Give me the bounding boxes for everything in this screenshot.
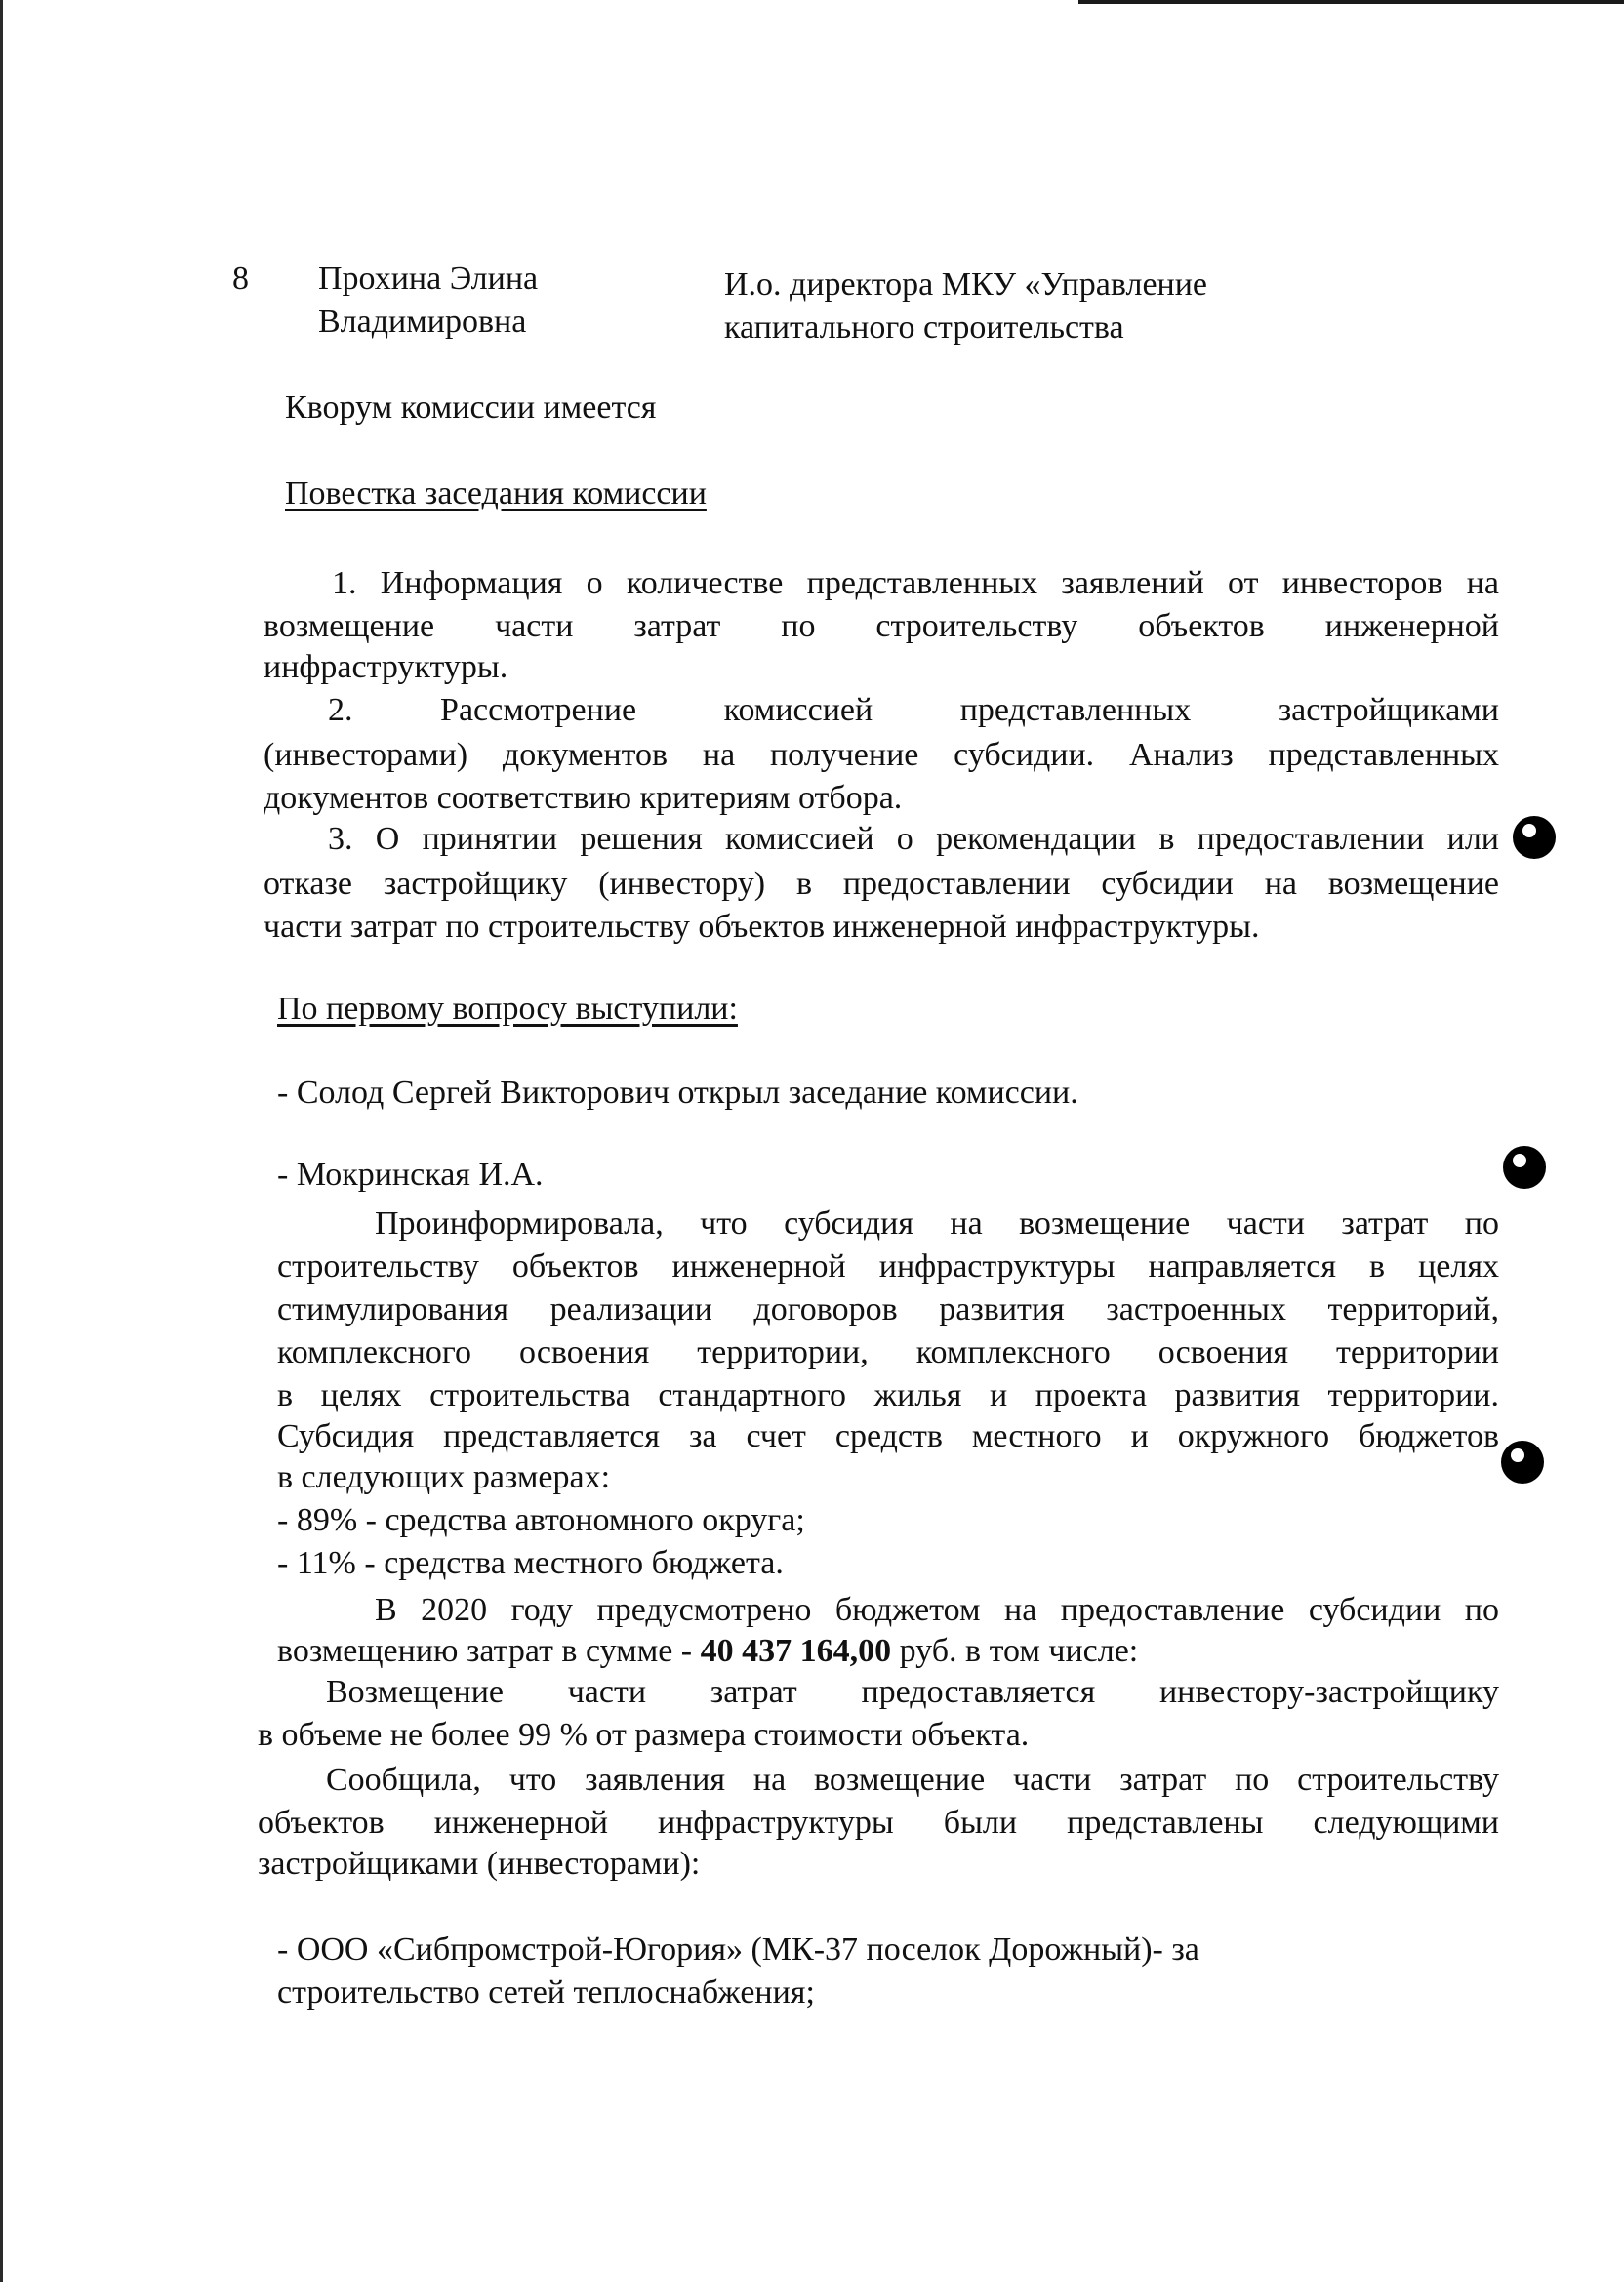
report-para-line6: Субсидия представляется за счет средств местного и окружного бюджетов — [277, 1418, 1499, 1454]
first-question-heading: По первому вопросу выступили: — [277, 991, 738, 1027]
report-para-line4: комплексного освоения территории, комплексного освоения территории — [277, 1334, 1499, 1370]
agenda-item-3-line1: 3. О принятии решения комиссией о рекомендации в предоставлении или — [328, 821, 1499, 857]
member-position-line2: капитального строительства — [724, 309, 1124, 346]
reported-line1: Сообщила, что заявления на возмещение части затрат по строительству — [326, 1762, 1499, 1798]
member-name-line2: Владимировна — [318, 304, 527, 340]
report-para-line5: в целях строительства стандартного жилья и проекта развития территории. — [277, 1377, 1499, 1413]
report-para-line3: стимулирования реализации договоров развития застроенных территорий, — [277, 1291, 1499, 1327]
punch-hole-mark — [1513, 816, 1556, 859]
punch-hole-mark — [1503, 1146, 1546, 1189]
punch-hole-mark — [1501, 1441, 1544, 1484]
agenda-item-2-line1: 2. Рассмотрение комиссией представленных застройщиками — [328, 692, 1499, 728]
scan-edge-top — [1078, 0, 1624, 4]
reported-line2: объектов инженерной инфраструктуры были представлены следующими — [258, 1805, 1499, 1841]
agenda-item-2-line2: (инвесторами) документов на получение субсидии. Анализ представленных — [264, 737, 1499, 773]
budget-amount: 40 437 164,00 — [700, 1633, 892, 1669]
agenda-heading: Повестка заседания комиссии — [285, 475, 707, 511]
member-number: 8 — [232, 261, 249, 297]
applicant-1-line2: строительство сетей теплоснабжения; — [277, 1975, 815, 2011]
speaker-1-text: - Солод Сергей Викторович открыл заседание комиссии. — [277, 1075, 1078, 1111]
speaker-2-name: - Мокринская И.А. — [277, 1157, 544, 1193]
share-region-text: - 89% - средства автономного округа; — [277, 1502, 805, 1538]
agenda-item-2-line3: документов соответствию критериям отбора. — [264, 780, 903, 816]
report-para-line1: Проинформировала, что субсидия на возмещение части затрат по — [375, 1205, 1499, 1242]
member-position-line1: И.о. директора МКУ «Управление — [724, 266, 1208, 303]
budget-line1: В 2020 году предусмотрено бюджетом на предоставление субсидии по — [375, 1592, 1499, 1628]
agenda-item-3-line3: части затрат по строительству объектов инженерной инфраструктуры. — [264, 909, 1260, 945]
scan-edge-left — [0, 0, 3, 2282]
budget-line2-suffix: руб. в том числе: — [891, 1633, 1139, 1669]
report-para-line2: строительству объектов инженерной инфраструктуры направляется в целях — [277, 1248, 1499, 1284]
agenda-item-1-line2: возмещение части затрат по строительству объектов инженерной — [264, 608, 1499, 644]
quorum-text: Кворум комиссии имеется — [285, 389, 657, 426]
agenda-item-1-line3: инфраструктуры. — [264, 649, 508, 685]
reported-line3: застройщиками (инвесторами): — [258, 1846, 701, 1882]
budget-line2-prefix: возмещению затрат в сумме - — [277, 1633, 701, 1669]
agenda-item-1-line1: 1. Информация о количестве представленных заявлений от инвесторов на — [332, 565, 1499, 601]
share-local-text: - 11% - средства местного бюджета. — [277, 1545, 784, 1581]
compensation-line1: Возмещение части затрат предоставляется инвестору-застройщику — [326, 1674, 1499, 1710]
applicant-1-line1: - ООО «Сибпромстрой-Югория» (МК-37 поселок Дорожный)- за — [277, 1932, 1199, 1968]
report-para-line7: в следующих размерах: — [277, 1459, 611, 1495]
compensation-line2: в объеме не более 99 % от размера стоимости объекта. — [258, 1717, 1030, 1753]
budget-line2 — [277, 1630, 1138, 1673]
agenda-item-3-line2: отказе застройщику (инвестору) в предоставлении субсидии на возмещение — [264, 866, 1499, 902]
member-name-line1: Прохина Элина — [318, 261, 539, 297]
